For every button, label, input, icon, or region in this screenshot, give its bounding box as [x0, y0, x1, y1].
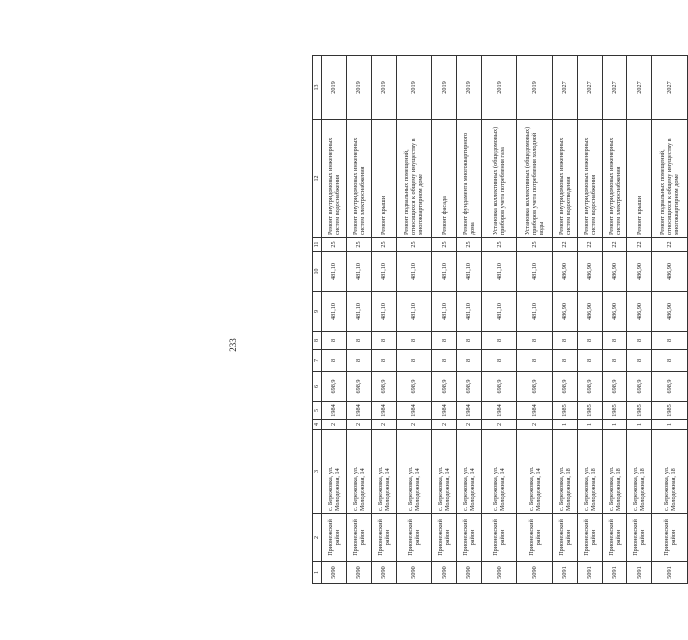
table-cell: 2	[322, 420, 347, 430]
table-cell: 22	[627, 238, 652, 252]
table-cell: 1	[627, 420, 652, 430]
table-cell: 25	[371, 238, 396, 252]
table-cell: 698,9	[396, 372, 432, 402]
table-cell: 25	[322, 238, 347, 252]
table-cell: Ремонт внутридомовых инженерных систем электроснабжения	[602, 120, 627, 238]
table-cell: 8	[396, 350, 432, 372]
table-cell: 8	[481, 332, 517, 350]
table-cell: 22	[577, 238, 602, 252]
table-cell: 481,10	[517, 252, 553, 292]
table-cell: 481,10	[456, 292, 481, 332]
table-row	[517, 56, 553, 584]
table-cell: 486,90	[552, 252, 577, 292]
table-cell: Ремонт подвальных помещений, относящихся к общему имуществу в многоквартирном доме	[396, 120, 432, 238]
table-cell: 25	[517, 238, 553, 252]
table-cell: 8	[396, 332, 432, 350]
table-cell: с. Бережовка, ул. Молодежная, 14	[371, 430, 396, 514]
table-cell: 2019	[517, 56, 553, 120]
table-cell: 481,10	[322, 292, 347, 332]
table-cell: 8	[371, 332, 396, 350]
table-cell: 8	[602, 350, 627, 372]
table-cell: 2	[432, 420, 457, 430]
table-cell: 5091	[602, 562, 627, 584]
table-cell: 5091	[652, 562, 688, 584]
column-number: 9	[313, 292, 322, 332]
table-cell: 2027	[652, 56, 688, 120]
table-cell: с. Бережовка, ул. Молодежная, 18	[577, 430, 602, 514]
table-cell: 2019	[481, 56, 517, 120]
table-cell: 1985	[627, 402, 652, 420]
table-cell: 481,10	[396, 252, 432, 292]
table-cell: 5090	[346, 562, 371, 584]
repair-program-table	[312, 55, 688, 584]
table-cell: 5091	[552, 562, 577, 584]
table-cell: 22	[652, 238, 688, 252]
table-cell: 698,9	[346, 372, 371, 402]
table-cell: 2019	[346, 56, 371, 120]
table-cell: 2	[456, 420, 481, 430]
table-cell: Прионежский район	[322, 514, 347, 562]
table-cell: 5091	[627, 562, 652, 584]
table-cell: с. Бережовка, ул. Молодежная, 14	[517, 430, 553, 514]
table-cell: 1984	[456, 402, 481, 420]
table-cell: 1985	[602, 402, 627, 420]
table-cell: Прионежский район	[517, 514, 553, 562]
table-cell: 481,10	[371, 292, 396, 332]
table-cell: с. Бережовка, ул. Молодежная, 14	[322, 430, 347, 514]
table-cell: 5090	[322, 562, 347, 584]
table-cell: 8	[456, 332, 481, 350]
table-cell: 698,9	[552, 372, 577, 402]
table-cell: 8	[346, 350, 371, 372]
table-cell: 25	[432, 238, 457, 252]
table-cell: с. Бережовка, ул. Молодежная, 18	[602, 430, 627, 514]
table-cell: 481,10	[346, 252, 371, 292]
table-cell: Ремонт подвальных помещений, относящихся к общему имуществу в многоквартирном доме	[652, 120, 688, 238]
table-cell: Ремонт внутридомовых инженерных систем электроснабжения	[346, 120, 371, 238]
table-cell: 22	[602, 238, 627, 252]
table-cell: 1	[602, 420, 627, 430]
table-cell: Прионежский район	[456, 514, 481, 562]
table-cell: 698,9	[652, 372, 688, 402]
table-cell: 486,90	[652, 252, 688, 292]
table-cell: 698,9	[517, 372, 553, 402]
table-cell: Прионежский район	[396, 514, 432, 562]
table-cell: Ремонт внутридомовых инженерных систем водоотведения	[552, 120, 577, 238]
table-cell: 8	[602, 332, 627, 350]
table-cell: 5091	[577, 562, 602, 584]
table-cell: 1984	[517, 402, 553, 420]
table-cell: 698,9	[432, 372, 457, 402]
table-cell: 486,90	[627, 292, 652, 332]
table-row	[627, 56, 652, 584]
table-cell: 25	[346, 238, 371, 252]
table-cell: 8	[517, 350, 553, 372]
table-cell: Ремонт крыши	[627, 120, 652, 238]
table-cell: 486,90	[627, 252, 652, 292]
table-cell: 2027	[602, 56, 627, 120]
table-cell: 1	[652, 420, 688, 430]
table-body	[322, 56, 688, 584]
table-cell: 481,10	[371, 252, 396, 292]
table-cell: Ремонт внутридомовых инженерных систем водоснабжения	[322, 120, 347, 238]
table-cell: 5090	[371, 562, 396, 584]
table-cell: с. Бережовка, ул. Молодежная, 14	[481, 430, 517, 514]
table-cell: Прионежский район	[652, 514, 688, 562]
column-number: 2	[313, 514, 322, 562]
table-cell: Прионежский район	[346, 514, 371, 562]
column-number: 13	[313, 56, 322, 120]
column-number: 8	[313, 332, 322, 350]
table-cell: 1985	[652, 402, 688, 420]
table-cell: 8	[322, 332, 347, 350]
table-cell: 8	[552, 332, 577, 350]
table-cell: 1984	[481, 402, 517, 420]
table-cell: 1	[577, 420, 602, 430]
table-cell: 481,10	[396, 292, 432, 332]
table-row	[346, 56, 371, 584]
table-row	[396, 56, 432, 584]
table-cell: с. Бережовка, ул. Молодежная, 18	[552, 430, 577, 514]
table-cell: 22	[552, 238, 577, 252]
table-row	[322, 56, 347, 584]
table-cell: 698,9	[371, 372, 396, 402]
table-row	[371, 56, 396, 584]
table-cell: Прионежский район	[577, 514, 602, 562]
table-cell: 2019	[322, 56, 347, 120]
table-cell: Установка коллективных (общедомовых) приборов учета потребления газа	[481, 120, 517, 238]
table-cell: 486,90	[577, 292, 602, 332]
table-cell: 25	[396, 238, 432, 252]
rotated-table-container	[312, 56, 688, 584]
table-cell: Установка коллективных (общедомовых) приборов учета потребления холодной воды	[517, 120, 553, 238]
table-cell: Прионежский район	[552, 514, 577, 562]
table-cell: 1984	[396, 402, 432, 420]
table-cell: с. Бережовка, ул. Молодежная, 14	[456, 430, 481, 514]
table-cell: 486,90	[602, 292, 627, 332]
table-row	[456, 56, 481, 584]
column-number: 1	[313, 562, 322, 584]
table-cell: 1984	[432, 402, 457, 420]
table-cell: 698,9	[602, 372, 627, 402]
table-cell: с. Бережовка, ул. Молодежная, 18	[652, 430, 688, 514]
table-cell: Ремонт фундамента многоквартирного дома	[456, 120, 481, 238]
table-row	[432, 56, 457, 584]
table-cell: 25	[481, 238, 517, 252]
table-row	[481, 56, 517, 584]
table-cell: 5090	[481, 562, 517, 584]
table-cell: 698,9	[577, 372, 602, 402]
table-cell: 486,90	[602, 252, 627, 292]
table-cell: 8	[432, 350, 457, 372]
table-cell: Ремонт фасада	[432, 120, 457, 238]
table-cell: 1984	[346, 402, 371, 420]
table-row	[602, 56, 627, 584]
table-cell: 8	[577, 350, 602, 372]
table-cell: 481,10	[517, 292, 553, 332]
table-cell: 481,10	[322, 252, 347, 292]
table-cell: 1985	[552, 402, 577, 420]
table-cell: с. Бережовка, ул. Молодежная, 14	[432, 430, 457, 514]
table-cell: 2019	[396, 56, 432, 120]
table-cell: Прионежский район	[481, 514, 517, 562]
table-cell: Прионежский район	[371, 514, 396, 562]
column-number: 3	[313, 430, 322, 514]
table-cell: 8	[517, 332, 553, 350]
table-cell: 8	[481, 350, 517, 372]
table-cell: 5090	[396, 562, 432, 584]
table-cell: 698,9	[456, 372, 481, 402]
table-cell: 8	[346, 332, 371, 350]
table-cell: 2	[517, 420, 553, 430]
table-row	[652, 56, 688, 584]
table-cell: 481,10	[346, 292, 371, 332]
column-number: 12	[313, 120, 322, 238]
table-cell: 1985	[577, 402, 602, 420]
table-cell: 1984	[371, 402, 396, 420]
table-cell: с. Бережовка, ул. Молодежная, 14	[396, 430, 432, 514]
table-cell: Прионежский район	[627, 514, 652, 562]
column-number: 11	[313, 238, 322, 252]
column-number: 5	[313, 402, 322, 420]
table-cell: 5090	[432, 562, 457, 584]
table-cell: 698,9	[322, 372, 347, 402]
table-cell: 1984	[322, 402, 347, 420]
table-cell: 2027	[577, 56, 602, 120]
table-cell: 481,10	[481, 292, 517, 332]
table-cell: 1	[552, 420, 577, 430]
table-cell: 8	[456, 350, 481, 372]
header-row	[313, 56, 322, 584]
column-number: 6	[313, 372, 322, 402]
table-cell: Ремонт крыши	[371, 120, 396, 238]
column-number: 7	[313, 350, 322, 372]
table-cell: 2019	[371, 56, 396, 120]
table-cell: 2019	[432, 56, 457, 120]
table-cell: 2027	[552, 56, 577, 120]
table-cell: 8	[627, 332, 652, 350]
table-cell: 8	[371, 350, 396, 372]
table-cell: 2	[371, 420, 396, 430]
table-row	[552, 56, 577, 584]
table-cell: Прионежский район	[602, 514, 627, 562]
table-cell: 2019	[456, 56, 481, 120]
table-cell: 481,10	[432, 252, 457, 292]
table-cell: с. Бережовка, ул. Молодежная, 14	[346, 430, 371, 514]
table-cell: 8	[652, 350, 688, 372]
table-cell: Прионежский район	[432, 514, 457, 562]
table-cell: с. Бережовка, ул. Молодежная, 18	[627, 430, 652, 514]
table-cell: 481,10	[456, 252, 481, 292]
table-cell: 698,9	[481, 372, 517, 402]
table-cell: 8	[627, 350, 652, 372]
table-cell: 2	[396, 420, 432, 430]
table-cell: Ремонт внутридомовых инженерных систем водоснабжения	[577, 120, 602, 238]
table-cell: 481,10	[481, 252, 517, 292]
table-cell: 8	[652, 332, 688, 350]
table-cell: 8	[322, 350, 347, 372]
table-cell: 8	[577, 332, 602, 350]
page-number: 233	[228, 338, 238, 352]
table-cell: 2027	[627, 56, 652, 120]
table-cell: 2	[346, 420, 371, 430]
column-number: 10	[313, 252, 322, 292]
table-cell: 5090	[456, 562, 481, 584]
table-cell: 481,10	[432, 292, 457, 332]
table-cell: 486,90	[577, 252, 602, 292]
table-cell: 698,9	[627, 372, 652, 402]
column-number: 4	[313, 420, 322, 430]
table-cell: 8	[432, 332, 457, 350]
table-cell: 2	[481, 420, 517, 430]
table-cell: 486,90	[552, 292, 577, 332]
table-cell: 25	[456, 238, 481, 252]
table-cell: 8	[552, 350, 577, 372]
table-cell: 486,90	[652, 292, 688, 332]
table-row	[577, 56, 602, 584]
table-cell: 5090	[517, 562, 553, 584]
